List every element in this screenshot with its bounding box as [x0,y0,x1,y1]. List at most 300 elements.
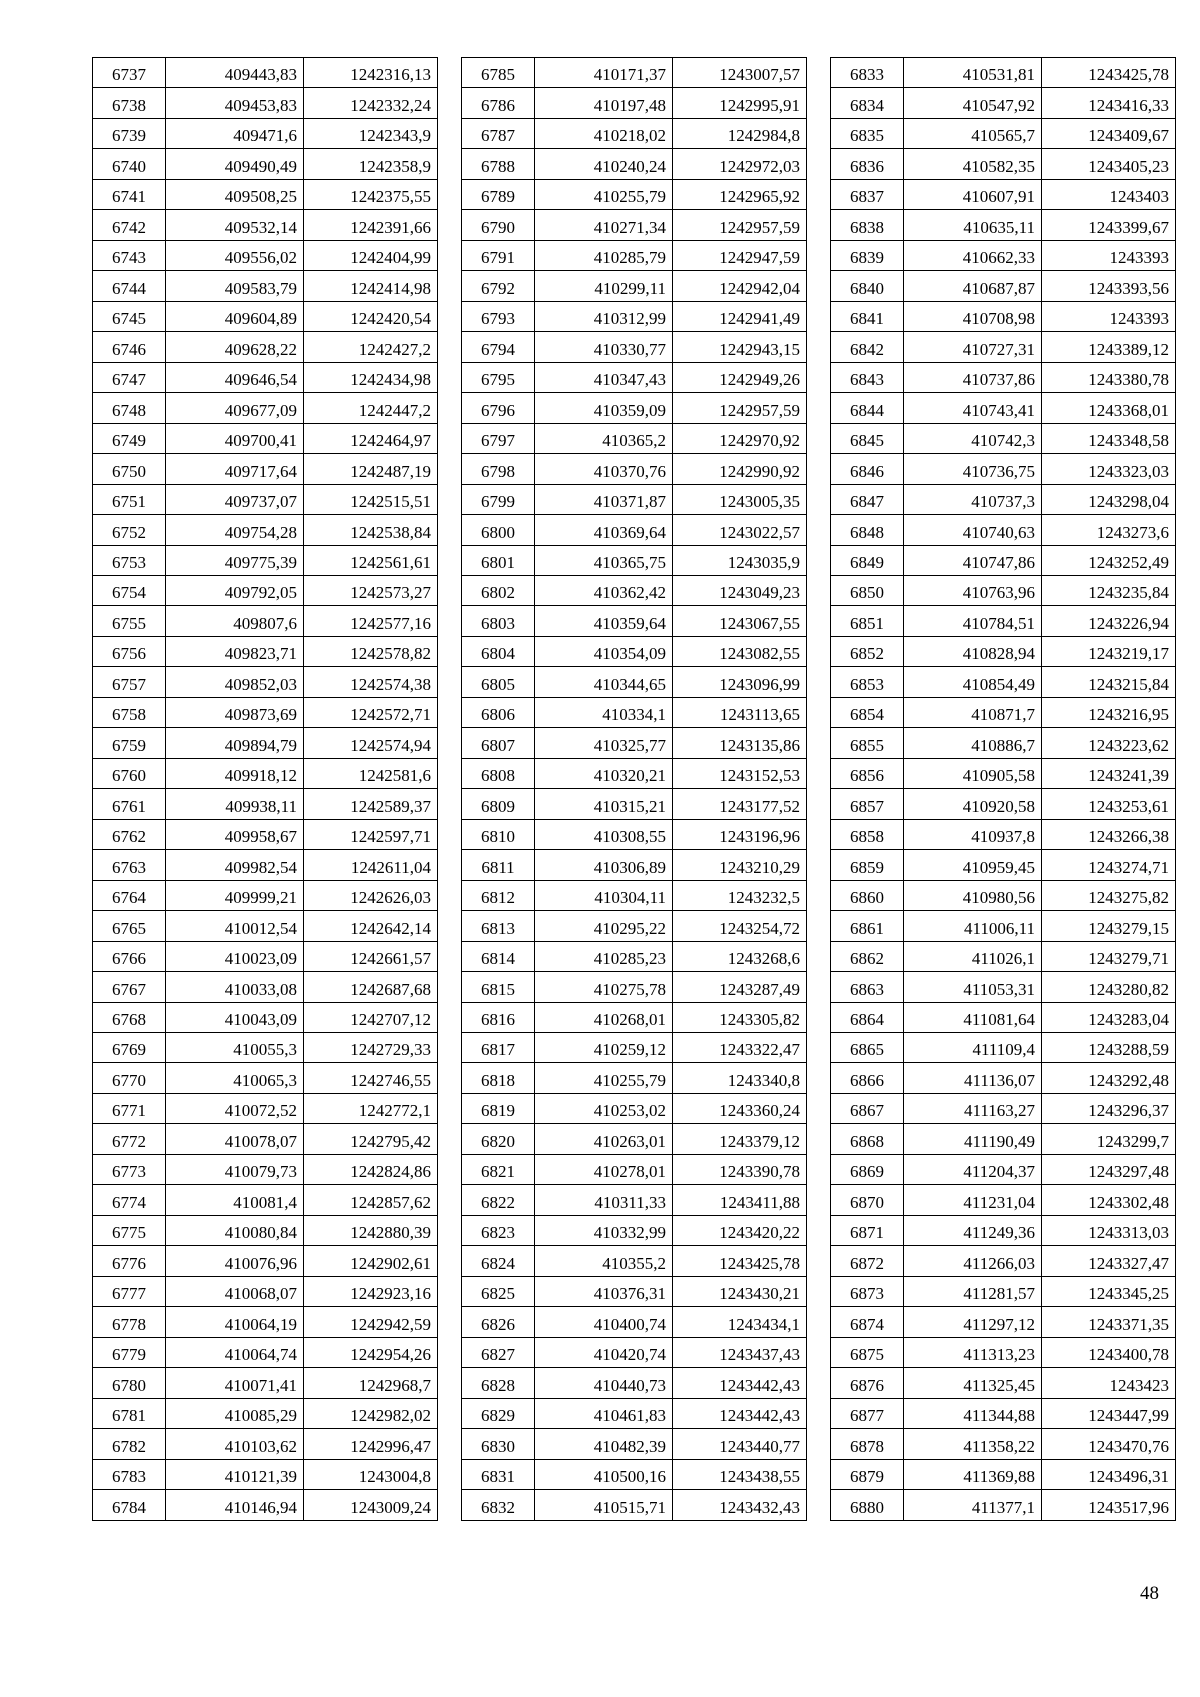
point-number-cell: 6875 [831,1337,904,1367]
table-row [831,423,1176,453]
y-coordinate-cell: 1243517,96 [1042,1490,1176,1520]
table-row [93,1093,438,1123]
point-number-cell: 6820 [462,1124,535,1154]
table-row [831,1093,1176,1123]
table-row [831,606,1176,636]
point-number-cell: 6756 [93,636,166,666]
y-coordinate-cell: 1243196,96 [673,819,807,849]
y-coordinate-cell: 1243323,03 [1042,454,1176,484]
table-row [831,1337,1176,1367]
y-coordinate-cell: 1243348,58 [1042,423,1176,453]
y-coordinate-cell: 1243399,67 [1042,210,1176,240]
y-coordinate-cell: 1242996,47 [304,1429,438,1459]
table-row [831,1490,1176,1520]
x-coordinate-cell: 409604,89 [166,301,304,331]
x-coordinate-cell: 410344,65 [535,667,673,697]
x-coordinate-cell: 410687,87 [904,271,1042,301]
x-coordinate-cell: 410080,84 [166,1215,304,1245]
point-number-cell: 6779 [93,1337,166,1367]
point-number-cell: 6780 [93,1368,166,1398]
x-coordinate-cell: 409918,12 [166,758,304,788]
point-number-cell: 6799 [462,484,535,514]
x-coordinate-cell: 410071,41 [166,1368,304,1398]
table-row [462,1124,807,1154]
x-coordinate-cell: 410959,45 [904,850,1042,880]
point-number-cell: 6772 [93,1124,166,1154]
y-coordinate-cell: 1242957,59 [673,393,807,423]
x-coordinate-cell: 410635,11 [904,210,1042,240]
table-row [462,301,807,331]
y-coordinate-cell: 1242573,27 [304,575,438,605]
point-number-cell: 6810 [462,819,535,849]
y-coordinate-cell: 1243313,03 [1042,1215,1176,1245]
table-row [831,880,1176,910]
x-coordinate-cell: 409958,67 [166,819,304,849]
y-coordinate-cell: 1243004,8 [304,1459,438,1489]
x-coordinate-cell: 410371,87 [535,484,673,514]
y-coordinate-cell: 1243440,77 [673,1429,807,1459]
point-number-cell: 6816 [462,1002,535,1032]
table-row [93,393,438,423]
y-coordinate-cell: 1243423 [1042,1368,1176,1398]
table-row [462,1154,807,1184]
y-coordinate-cell: 1242923,16 [304,1276,438,1306]
point-number-cell: 6833 [831,58,904,88]
table-row [831,454,1176,484]
x-coordinate-cell: 410308,55 [535,819,673,849]
y-coordinate-cell: 1243380,78 [1042,362,1176,392]
x-coordinate-cell: 410299,11 [535,271,673,301]
y-coordinate-cell: 1242795,42 [304,1124,438,1154]
y-coordinate-cell: 1242941,49 [673,301,807,331]
table-row [93,728,438,758]
y-coordinate-cell: 1242420,54 [304,301,438,331]
x-coordinate-cell: 410218,02 [535,118,673,148]
x-coordinate-cell: 411281,57 [904,1276,1042,1306]
table-row [93,271,438,301]
y-coordinate-cell: 1243215,84 [1042,667,1176,697]
point-number-cell: 6776 [93,1246,166,1276]
y-coordinate-cell: 1243322,47 [673,1033,807,1063]
x-coordinate-cell: 410259,12 [535,1033,673,1063]
y-coordinate-cell: 1243416,33 [1042,88,1176,118]
table-row [831,149,1176,179]
y-coordinate-cell: 1243113,65 [673,697,807,727]
x-coordinate-cell: 410023,09 [166,941,304,971]
point-number-cell: 6798 [462,454,535,484]
point-number-cell: 6876 [831,1368,904,1398]
table-row [831,789,1176,819]
point-number-cell: 6785 [462,58,535,88]
table-row [462,1490,807,1520]
point-number-cell: 6765 [93,911,166,941]
x-coordinate-cell: 410370,76 [535,454,673,484]
point-number-cell: 6852 [831,636,904,666]
point-number-cell: 6759 [93,728,166,758]
table-row [93,1368,438,1398]
point-number-cell: 6761 [93,789,166,819]
point-number-cell: 6769 [93,1033,166,1063]
point-number-cell: 6784 [93,1490,166,1520]
y-coordinate-cell: 1243403 [1042,179,1176,209]
point-number-cell: 6839 [831,240,904,270]
y-coordinate-cell: 1243152,53 [673,758,807,788]
y-coordinate-cell: 1242949,26 [673,362,807,392]
y-coordinate-cell: 1242574,38 [304,667,438,697]
y-coordinate-cell: 1242577,16 [304,606,438,636]
y-coordinate-cell: 1242597,71 [304,819,438,849]
x-coordinate-cell: 410737,86 [904,362,1042,392]
x-coordinate-cell: 410515,71 [535,1490,673,1520]
point-number-cell: 6766 [93,941,166,971]
table-row [462,179,807,209]
point-number-cell: 6832 [462,1490,535,1520]
point-number-cell: 6806 [462,697,535,727]
y-coordinate-cell: 1243266,38 [1042,819,1176,849]
page-number: 48 [1140,1583,1159,1604]
y-coordinate-cell: 1242538,84 [304,515,438,545]
table-row [462,1002,807,1032]
coordinates-table-1 [92,57,438,1521]
x-coordinate-cell: 410275,78 [535,972,673,1002]
point-number-cell: 6745 [93,301,166,331]
point-number-cell: 6862 [831,941,904,971]
point-number-cell: 6793 [462,301,535,331]
table-row [831,1429,1176,1459]
table-row [462,636,807,666]
table-row [831,515,1176,545]
x-coordinate-cell: 410871,7 [904,697,1042,727]
x-coordinate-cell: 410359,09 [535,393,673,423]
x-coordinate-cell: 411297,12 [904,1307,1042,1337]
x-coordinate-cell: 409508,25 [166,179,304,209]
y-coordinate-cell: 1242902,61 [304,1246,438,1276]
point-number-cell: 6844 [831,393,904,423]
y-coordinate-cell: 1242316,13 [304,58,438,88]
x-coordinate-cell: 409471,6 [166,118,304,148]
table-row [831,1307,1176,1337]
y-coordinate-cell: 1242561,61 [304,545,438,575]
point-number-cell: 6850 [831,575,904,605]
point-number-cell: 6739 [93,118,166,148]
table-row [831,1124,1176,1154]
y-coordinate-cell: 1242642,14 [304,911,438,941]
y-coordinate-cell: 1243340,8 [673,1063,807,1093]
point-number-cell: 6740 [93,149,166,179]
point-number-cell: 6758 [93,697,166,727]
x-coordinate-cell: 410743,41 [904,393,1042,423]
point-number-cell: 6853 [831,667,904,697]
table-row [462,210,807,240]
table-row [462,271,807,301]
point-number-cell: 6753 [93,545,166,575]
table-row [93,1276,438,1306]
table-row [93,758,438,788]
point-number-cell: 6767 [93,972,166,1002]
point-number-cell: 6755 [93,606,166,636]
table-row [462,118,807,148]
table-row [462,1063,807,1093]
table-row [831,819,1176,849]
y-coordinate-cell: 1242942,04 [673,271,807,301]
table-row [831,758,1176,788]
table-row [462,880,807,910]
table-row [462,1276,807,1306]
y-coordinate-cell: 1242990,92 [673,454,807,484]
y-coordinate-cell: 1243400,78 [1042,1337,1176,1367]
point-number-cell: 6872 [831,1246,904,1276]
y-coordinate-cell: 1242404,99 [304,240,438,270]
y-coordinate-cell: 1242572,71 [304,697,438,727]
table-row [462,789,807,819]
point-number-cell: 6783 [93,1459,166,1489]
table-row [93,789,438,819]
point-number-cell: 6812 [462,880,535,910]
table-row [93,1002,438,1032]
point-number-cell: 6846 [831,454,904,484]
x-coordinate-cell: 410311,33 [535,1185,673,1215]
y-coordinate-cell: 1242581,6 [304,758,438,788]
x-coordinate-cell: 410369,64 [535,515,673,545]
point-number-cell: 6749 [93,423,166,453]
x-coordinate-cell: 410662,33 [904,240,1042,270]
x-coordinate-cell: 411081,64 [904,1002,1042,1032]
x-coordinate-cell: 411377,1 [904,1490,1042,1520]
x-coordinate-cell: 411006,11 [904,911,1042,941]
x-coordinate-cell: 409556,02 [166,240,304,270]
point-number-cell: 6771 [93,1093,166,1123]
point-number-cell: 6857 [831,789,904,819]
x-coordinate-cell: 409490,49 [166,149,304,179]
y-coordinate-cell: 1242824,86 [304,1154,438,1184]
point-number-cell: 6807 [462,728,535,758]
table-row [93,575,438,605]
y-coordinate-cell: 1242957,59 [673,210,807,240]
y-coordinate-cell: 1243430,21 [673,1276,807,1306]
y-coordinate-cell: 1242574,94 [304,728,438,758]
y-coordinate-cell: 1243232,5 [673,880,807,910]
y-coordinate-cell: 1243288,59 [1042,1033,1176,1063]
point-number-cell: 6809 [462,789,535,819]
x-coordinate-cell: 409717,64 [166,454,304,484]
x-coordinate-cell: 410068,07 [166,1276,304,1306]
x-coordinate-cell: 410072,52 [166,1093,304,1123]
point-number-cell: 6880 [831,1490,904,1520]
x-coordinate-cell: 410607,91 [904,179,1042,209]
table-row [831,1033,1176,1063]
x-coordinate-cell: 409628,22 [166,332,304,362]
table-row [831,636,1176,666]
y-coordinate-cell: 1242857,62 [304,1185,438,1215]
y-coordinate-cell: 1243235,84 [1042,575,1176,605]
table-row [831,1459,1176,1489]
point-number-cell: 6746 [93,332,166,362]
point-number-cell: 6768 [93,1002,166,1032]
table-row [462,1307,807,1337]
point-number-cell: 6870 [831,1185,904,1215]
x-coordinate-cell: 410708,98 [904,301,1042,331]
y-coordinate-cell: 1242995,91 [673,88,807,118]
x-coordinate-cell: 410103,62 [166,1429,304,1459]
y-coordinate-cell: 1243279,71 [1042,941,1176,971]
x-coordinate-cell: 410742,3 [904,423,1042,453]
coordinates-table-3 [830,57,1176,1521]
y-coordinate-cell: 1243411,88 [673,1185,807,1215]
y-coordinate-cell: 1243393 [1042,301,1176,331]
y-coordinate-cell: 1242343,9 [304,118,438,148]
table-row [93,179,438,209]
x-coordinate-cell: 410854,49 [904,667,1042,697]
table-row [93,210,438,240]
point-number-cell: 6747 [93,362,166,392]
x-coordinate-cell: 410400,74 [535,1307,673,1337]
table-row [831,240,1176,270]
point-number-cell: 6750 [93,454,166,484]
table-row [831,728,1176,758]
point-number-cell: 6819 [462,1093,535,1123]
x-coordinate-cell: 410330,77 [535,332,673,362]
y-coordinate-cell: 1243393,56 [1042,271,1176,301]
x-coordinate-cell: 409443,83 [166,58,304,88]
y-coordinate-cell: 1243082,55 [673,636,807,666]
point-number-cell: 6777 [93,1276,166,1306]
y-coordinate-cell: 1242578,82 [304,636,438,666]
table-row [831,484,1176,514]
table-row [831,1002,1176,1032]
point-number-cell: 6821 [462,1154,535,1184]
table-row [831,575,1176,605]
point-number-cell: 6751 [93,484,166,514]
table-row [831,850,1176,880]
y-coordinate-cell: 1243432,43 [673,1490,807,1520]
table-row [93,301,438,331]
y-coordinate-cell: 1242427,2 [304,332,438,362]
x-coordinate-cell: 409807,6 [166,606,304,636]
x-coordinate-cell: 411249,36 [904,1215,1042,1245]
point-number-cell: 6763 [93,850,166,880]
point-number-cell: 6859 [831,850,904,880]
point-number-cell: 6835 [831,118,904,148]
x-coordinate-cell: 410547,92 [904,88,1042,118]
table-row [93,1337,438,1367]
table-row [462,332,807,362]
x-coordinate-cell: 410315,21 [535,789,673,819]
point-number-cell: 6869 [831,1154,904,1184]
x-coordinate-cell: 410440,73 [535,1368,673,1398]
table-row [831,362,1176,392]
y-coordinate-cell: 1242515,51 [304,484,438,514]
x-coordinate-cell: 411325,45 [904,1368,1042,1398]
x-coordinate-cell: 410064,74 [166,1337,304,1367]
y-coordinate-cell: 1243296,37 [1042,1093,1176,1123]
point-number-cell: 6742 [93,210,166,240]
table-row [93,1429,438,1459]
x-coordinate-cell: 410255,79 [535,179,673,209]
y-coordinate-cell: 1243302,48 [1042,1185,1176,1215]
y-coordinate-cell: 1243241,39 [1042,758,1176,788]
x-coordinate-cell: 411204,37 [904,1154,1042,1184]
table-row [462,515,807,545]
x-coordinate-cell: 409792,05 [166,575,304,605]
point-number-cell: 6754 [93,575,166,605]
table-row [831,58,1176,88]
point-number-cell: 6864 [831,1002,904,1032]
point-number-cell: 6794 [462,332,535,362]
x-coordinate-cell: 410043,09 [166,1002,304,1032]
x-coordinate-cell: 410078,07 [166,1124,304,1154]
table-row [93,545,438,575]
point-number-cell: 6748 [93,393,166,423]
y-coordinate-cell: 1242487,19 [304,454,438,484]
y-coordinate-cell: 1242358,9 [304,149,438,179]
table-row [93,454,438,484]
x-coordinate-cell: 410312,99 [535,301,673,331]
y-coordinate-cell: 1242942,59 [304,1307,438,1337]
x-coordinate-cell: 409982,54 [166,850,304,880]
y-coordinate-cell: 1242414,98 [304,271,438,301]
table-row [462,728,807,758]
table-row [831,697,1176,727]
y-coordinate-cell: 1243268,6 [673,941,807,971]
x-coordinate-cell: 411190,49 [904,1124,1042,1154]
point-number-cell: 6791 [462,240,535,270]
table-row [93,1490,438,1520]
table-row [93,1033,438,1063]
x-coordinate-cell: 410937,8 [904,819,1042,849]
x-coordinate-cell: 410278,01 [535,1154,673,1184]
x-coordinate-cell: 410240,24 [535,149,673,179]
x-coordinate-cell: 410306,89 [535,850,673,880]
point-number-cell: 6788 [462,149,535,179]
point-number-cell: 6847 [831,484,904,514]
x-coordinate-cell: 409852,03 [166,667,304,697]
x-coordinate-cell: 410253,02 [535,1093,673,1123]
x-coordinate-cell: 411313,23 [904,1337,1042,1367]
y-coordinate-cell: 1242464,97 [304,423,438,453]
y-coordinate-cell: 1242982,02 [304,1398,438,1428]
point-number-cell: 6801 [462,545,535,575]
y-coordinate-cell: 1243216,95 [1042,697,1176,727]
x-coordinate-cell: 410365,75 [535,545,673,575]
point-number-cell: 6797 [462,423,535,453]
point-number-cell: 6856 [831,758,904,788]
x-coordinate-cell: 410747,86 [904,545,1042,575]
point-number-cell: 6873 [831,1276,904,1306]
x-coordinate-cell: 411231,04 [904,1185,1042,1215]
point-number-cell: 6813 [462,911,535,941]
x-coordinate-cell: 410828,94 [904,636,1042,666]
table-row [93,58,438,88]
table-row [831,1246,1176,1276]
point-number-cell: 6757 [93,667,166,697]
point-number-cell: 6841 [831,301,904,331]
point-number-cell: 6775 [93,1215,166,1245]
x-coordinate-cell: 409453,83 [166,88,304,118]
x-coordinate-cell: 409737,07 [166,484,304,514]
table-row [831,271,1176,301]
x-coordinate-cell: 410482,39 [535,1429,673,1459]
table-row [93,1215,438,1245]
table-row [831,332,1176,362]
point-number-cell: 6737 [93,58,166,88]
y-coordinate-cell: 1243297,48 [1042,1154,1176,1184]
y-coordinate-cell: 1243135,86 [673,728,807,758]
y-coordinate-cell: 1243226,94 [1042,606,1176,636]
point-number-cell: 6845 [831,423,904,453]
x-coordinate-cell: 410355,2 [535,1246,673,1276]
point-number-cell: 6764 [93,880,166,910]
table-row [462,58,807,88]
